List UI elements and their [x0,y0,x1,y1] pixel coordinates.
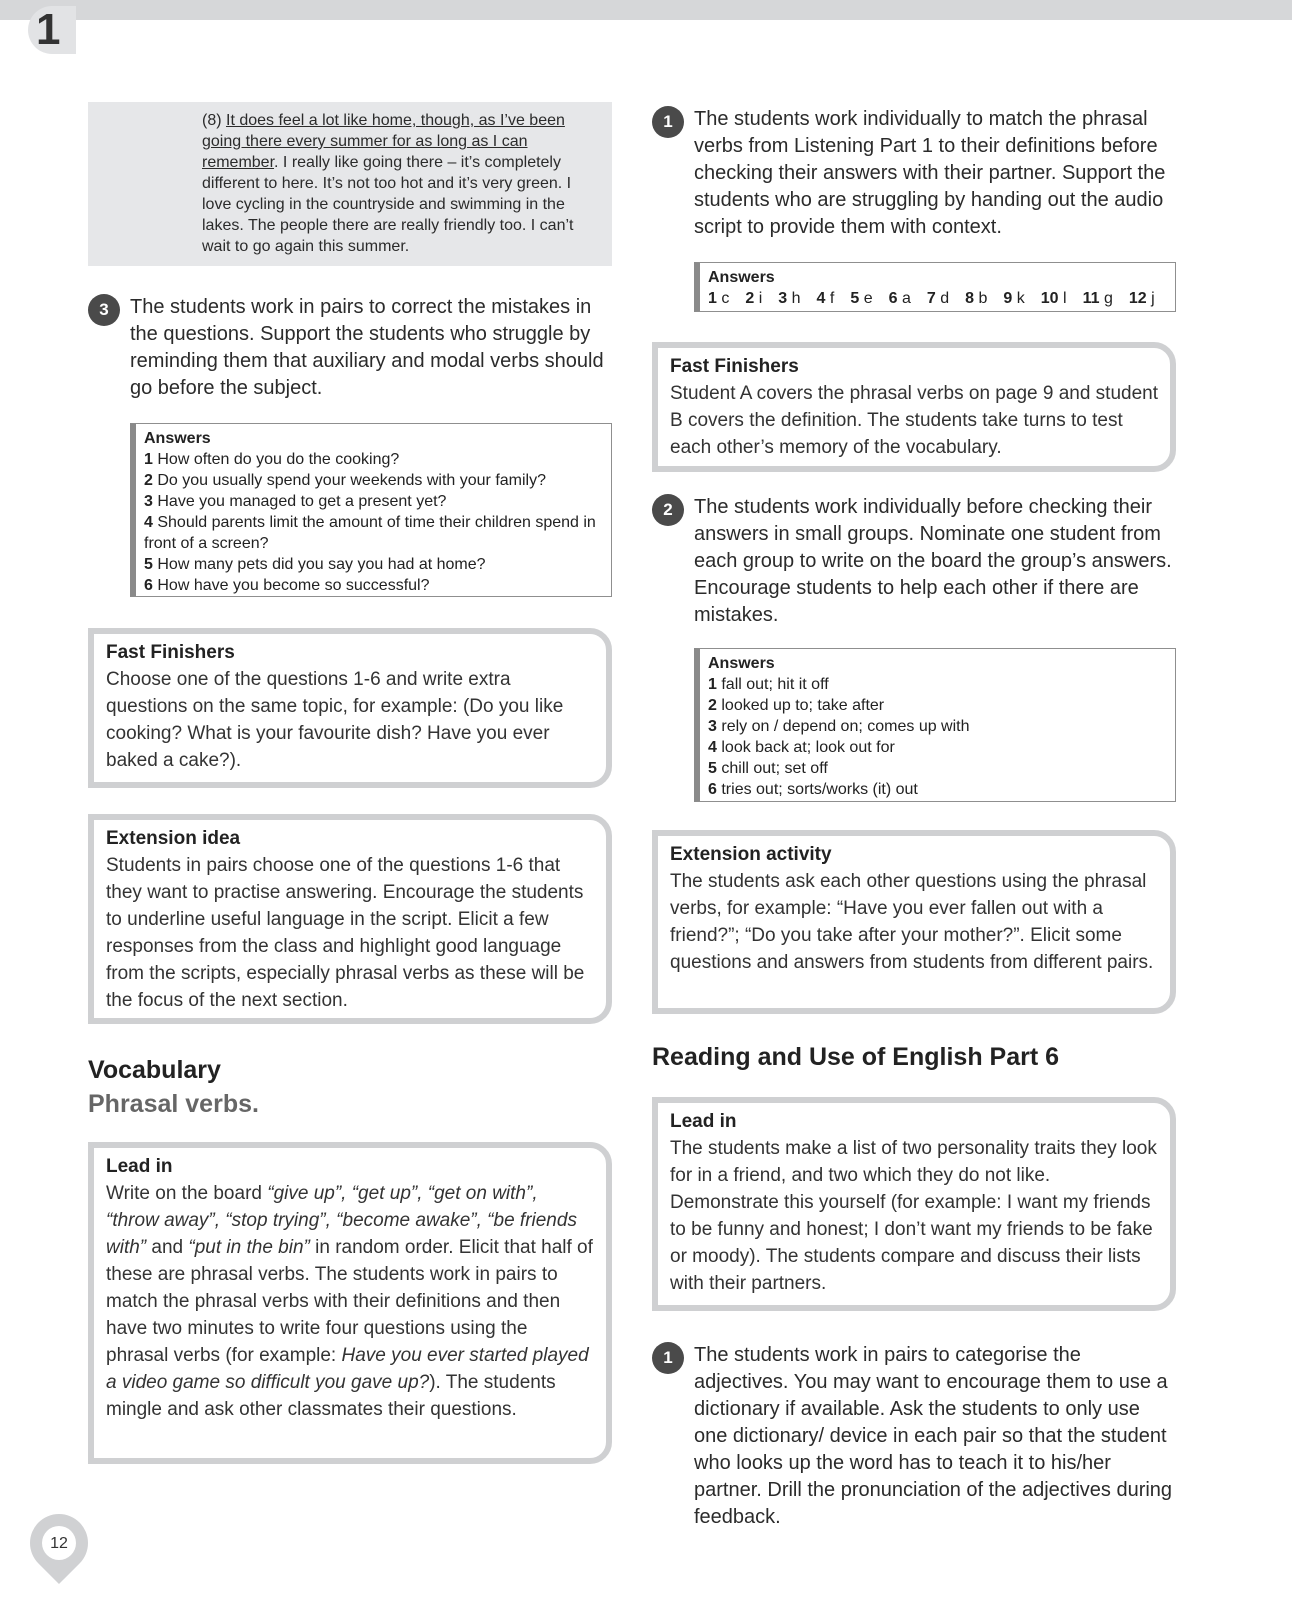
answer-row: 3 Have you managed to get a present yet? [144,493,447,510]
quote-underlined: It does feel a lot like home, though, as I’ve been going there every summer for as long as I can remember [202,112,565,171]
answer-row: 6 How have you become so successful? [144,577,430,594]
fast-finishers-panel [88,628,612,788]
panel-text: Write on the board “give up”, “get up”, “get on with”, “throw away”, “stop trying”, “become awake”, “be friends with” and “put in the bin” in random order. Elicit that half of these are phrasal verbs. The students work in pairs to match the phrasal verbs with their definitions and then have two minutes to write four questions using the phrasal verbs (for example: Have you ever started played a video game so difficult you gave up?). The students mingle and ask other classmates their questions. [106,1183,593,1420]
step-number-badge: 1 [652,106,684,138]
answer-row: 6 tries out; sorts/works (it) out [708,781,918,798]
answers-title: Answers [708,655,775,672]
lead-in-panel [652,1097,1176,1311]
unit-number: 1 [36,5,61,54]
answer-row: 1 c 2 i 3 h 4 f 5 e 6 a 7 d 8 b 9 k 10 l 11 g 12 j [708,290,1155,307]
panel-text: The students ask each other questions using the phrasal verbs, for example: “Have you ever fallen out with a friend?”; “Do you take after your mother?”. Elicit some questions and answers from students from different pairs. [670,871,1154,973]
panel-text: The students make a list of two personality traits they look for in a friend, and two which they do not like. Demonstrate this yourself (for example: I want my friends to be funny and honest; I don’t want my friends to be fake or moody). The students compare and discuss their lists with their partners. [670,1138,1157,1294]
script-quote [88,102,612,266]
extension-idea-panel [88,814,612,1024]
answer-row: 2 looked up to; take after [708,697,885,714]
answer-row: 2 Do you usually spend your weekends with your family? [144,472,546,489]
step-number-badge: 2 [652,494,684,526]
panel-title: Lead in [106,1156,173,1177]
answer-row: 3 rely on / depend on; comes up with [708,718,970,735]
panel-title: Extension activity [670,844,832,865]
step-text: The students work in pairs to correct the mistakes in the questions. Support the students who struggle by reminding them that auxiliary and modal verbs should go before the subject. [130,296,604,399]
answers-box [694,648,1176,802]
answer-row: 4 Should parents limit the amount of time their children spend in front of a screen? [144,514,596,552]
panel-title: Lead in [670,1111,737,1132]
answer-row: 5 chill out; set off [708,760,828,777]
panel-title: Extension idea [106,828,241,849]
answer-row: 1 How often do you do the cooking? [144,451,400,468]
step-number-badge: 1 [652,1342,684,1374]
step-text: The students work in pairs to categorise the adjectives. You may want to encourage them to use a dictionary if available. Ask the students to only use one dictionary/ device in each pair so that the student who looks up the word has to teach it to his/her partner. Drill the pronunciation of the adjectives during feedback. [694,1344,1173,1528]
panel-title: Fast Finishers [106,642,235,663]
answers-title: Answers [144,430,211,447]
answer-row: 4 look back at; look out for [708,739,895,756]
panel-text: Students in pairs choose one of the questions 1-6 that they want to practise answering. Encourage the students to underline useful language in the script. Elicit a few responses from the class and highlight good language from the scripts, especially phrasal verbs as these will be the focus of the next section. [106,855,585,1011]
answers-box [694,262,1176,312]
step-text: The students work individually before checking their answers in small groups. Nominate one student from each group to write on the board the group’s answers. Encourage students to help each other if there are mistakes. [694,496,1172,626]
panel-text: Choose one of the questions 1-6 and write extra questions on the same topic, for example: (Do you like cooking? What is your favourite dish? Have you ever baked a cake?). [106,669,564,771]
answer-row: 5 How many pets did you say you had at home? [144,556,486,573]
answers-box [130,423,612,597]
lead-in-panel [88,1142,612,1464]
step-number-badge: 3 [88,294,120,326]
panel-text: Student A covers the phrasal verbs on page 9 and student B covers the definition. The students take turns to test each other’s memory of the vocabulary. [670,383,1159,458]
vocabulary-subheading: Phrasal verbs. [88,1090,259,1118]
answer-row: 1 fall out; hit it off [708,676,829,693]
page-number: 12 [50,1535,68,1552]
panel-title: Fast Finishers [670,356,799,377]
reading-heading: Reading and Use of English Part 6 [652,1043,1060,1071]
fast-finishers-panel [652,342,1176,472]
extension-activity-panel [652,830,1176,1014]
quote-prefix: (8) [202,112,226,129]
quote-text [202,110,588,257]
answers-title: Answers [708,269,775,286]
quote-rest: . I really like going there – it’s completely different to here. It’s not too hot and it’s very green. I love cycling in the countryside and swimming in the lakes. The people there are really friendly too. I can’t wait to go again this summer. [202,154,574,255]
top-bar [0,0,1292,20]
step-text: The students work individually to match the phrasal verbs from Listening Part 1 to their definitions before checking their answers with their partner. Support the students who are struggling by handing out the audio script to provide them with context. [694,108,1166,238]
vocabulary-heading: Vocabulary [88,1056,221,1084]
